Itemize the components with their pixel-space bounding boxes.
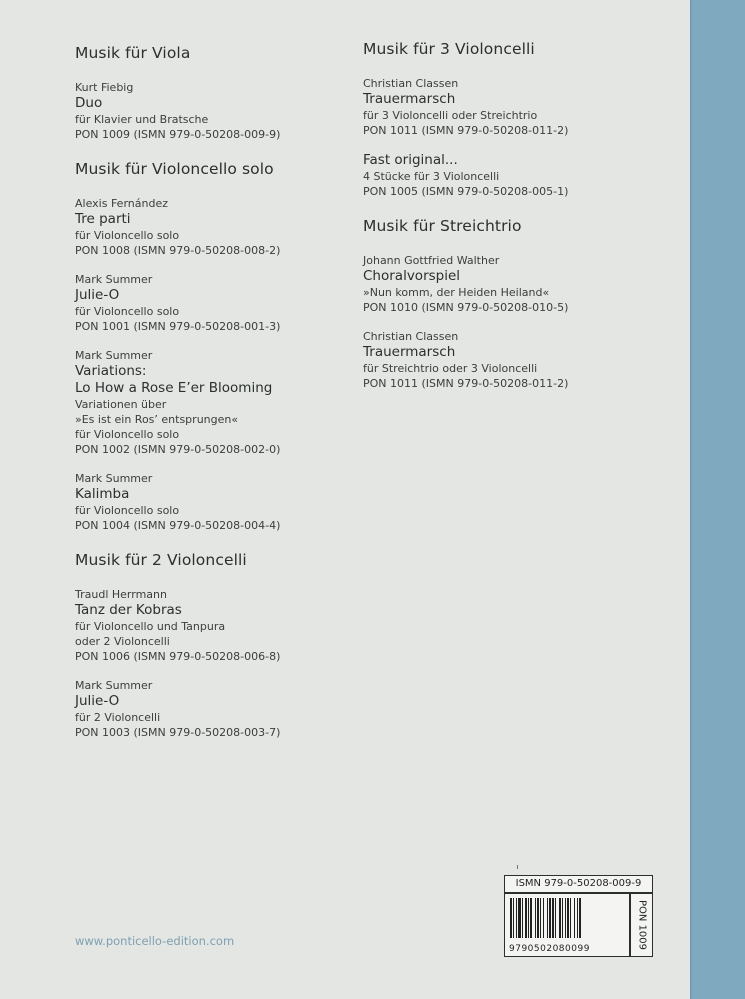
pon-code-box <box>630 893 653 957</box>
work-title: Tanz der Kobras <box>75 602 182 618</box>
catalog-number: PON 1009 (ISMN 979-0-50208-009-9) <box>75 128 281 141</box>
section-heading: Musik für Streichtrio <box>363 217 522 235</box>
work-title: Duo <box>75 95 103 111</box>
work-description: oder 2 Violoncelli <box>75 635 170 648</box>
barcode-digits: 9790502080099 <box>509 944 590 954</box>
catalog-number: PON 1008 (ISMN 979-0-50208-008-2) <box>75 244 281 257</box>
catalog-entry <box>75 348 365 457</box>
catalog-entry <box>363 152 663 199</box>
barcode-bar <box>552 898 554 938</box>
work-title: Kalimba <box>75 486 130 502</box>
barcode-bar <box>522 898 523 938</box>
right-column <box>363 40 663 409</box>
work-title: Tre parti <box>75 211 131 227</box>
barcode-bar <box>510 898 512 938</box>
tick-mark <box>517 865 518 869</box>
section-heading: Musik für 2 Violoncelli <box>75 551 247 569</box>
catalog-entry <box>363 76 663 138</box>
work-title: Julie-O <box>75 287 120 303</box>
work-title: Fast original... <box>363 152 458 168</box>
work-title: Trauermarsch <box>363 91 456 107</box>
catalog-number: PON 1006 (ISMN 979-0-50208-006-8) <box>75 650 281 663</box>
catalog-number: PON 1002 (ISMN 979-0-50208-002-0) <box>75 443 281 456</box>
barcode-block <box>504 875 653 957</box>
barcode-bar <box>547 898 548 938</box>
composer-name: Christian Classen <box>363 77 459 90</box>
catalog-entry <box>363 253 663 315</box>
composer-name: Mark Summer <box>75 679 153 692</box>
work-description: für Violoncello und Tanpura <box>75 620 226 633</box>
composer-name: Christian Classen <box>363 330 459 343</box>
work-description: Variationen über <box>75 398 167 411</box>
barcode-bar <box>513 898 514 938</box>
catalog-entry <box>75 587 365 664</box>
catalog-entry <box>75 196 365 258</box>
barcode-bar <box>555 898 556 938</box>
barcode-bar <box>516 898 517 938</box>
barcode-bar <box>579 898 581 938</box>
barcode-bars <box>508 898 624 938</box>
barcode-bar <box>549 898 551 938</box>
section <box>363 217 663 391</box>
work-description: für Klavier und Bratsche <box>75 113 209 126</box>
work-description: »Nun komm, der Heiden Heiland« <box>363 286 550 299</box>
ismn-label: ISMN 979-0-50208-009-9 <box>504 875 653 893</box>
left-column <box>75 44 365 758</box>
barcode-bar <box>518 898 521 938</box>
composer-name: Alexis Fernández <box>75 197 168 210</box>
section-heading: Musik für 3 Violoncelli <box>363 40 535 58</box>
work-description: für Violoncello solo <box>75 229 180 242</box>
website-url[interactable]: www.ponticello-edition.com <box>75 934 235 948</box>
barcode-bar <box>574 898 575 938</box>
section <box>363 40 663 199</box>
catalog-entry <box>75 80 365 142</box>
catalog-number: PON 1005 (ISMN 979-0-50208-005-1) <box>363 185 569 198</box>
work-description: für 3 Violoncelli oder Streichtrio <box>363 109 538 122</box>
barcode-bar <box>562 898 563 938</box>
catalog-entry <box>363 329 663 391</box>
catalog-number: PON 1010 (ISMN 979-0-50208-010-5) <box>363 301 569 314</box>
section <box>75 551 365 740</box>
pon-code: PON 1009 <box>636 899 647 951</box>
work-title: Julie-O <box>75 693 120 709</box>
barcode-bar <box>577 898 578 938</box>
barcode-bar <box>567 898 569 938</box>
catalog-entry <box>75 471 365 533</box>
barcode-bar <box>525 898 527 938</box>
barcode-bar <box>537 898 539 938</box>
catalog-number: PON 1003 (ISMN 979-0-50208-003-7) <box>75 726 281 739</box>
catalog-entry <box>75 678 365 740</box>
catalog-number: PON 1001 (ISMN 979-0-50208-001-3) <box>75 320 281 333</box>
work-title: Trauermarsch <box>363 344 456 360</box>
work-title: Choralvorspiel <box>363 268 461 284</box>
composer-name: Traudl Herrmann <box>75 588 167 601</box>
work-description: für Violoncello solo <box>75 428 180 441</box>
work-title: Variations: Lo How a Rose E’er Blooming <box>75 363 273 396</box>
work-description: für Violoncello solo <box>75 305 180 318</box>
composer-name: Johann Gottfried Walther <box>363 254 500 267</box>
section-heading: Musik für Viola <box>75 44 191 62</box>
barcode-bar <box>530 898 532 938</box>
work-description: »Es ist ein Ros’ entsprungen« <box>75 413 239 426</box>
work-description: für 2 Violoncelli <box>75 711 161 724</box>
barcode-bar <box>565 898 566 938</box>
barcode-bar <box>570 898 571 938</box>
barcode-bar <box>543 898 544 938</box>
section-heading: Musik für Violoncello solo <box>75 160 274 178</box>
catalog-number: PON 1004 (ISMN 979-0-50208-004-4) <box>75 519 281 532</box>
barcode <box>504 893 630 957</box>
composer-name: Mark Summer <box>75 273 153 286</box>
barcode-bar <box>528 898 529 938</box>
work-description: für Streichtrio oder 3 Violoncelli <box>363 362 538 375</box>
barcode-bar <box>540 898 541 938</box>
barcode-bar <box>535 898 536 938</box>
work-description: 4 Stücke für 3 Violoncelli <box>363 170 500 183</box>
composer-name: Mark Summer <box>75 349 153 362</box>
barcode-bar <box>559 898 561 938</box>
catalog-entry <box>75 272 365 334</box>
section <box>75 44 365 142</box>
catalog-number: PON 1011 (ISMN 979-0-50208-011-2) <box>363 377 569 390</box>
catalog-number: PON 1011 (ISMN 979-0-50208-011-2) <box>363 124 569 137</box>
section <box>75 160 365 533</box>
work-description: für Violoncello solo <box>75 504 180 517</box>
composer-name: Kurt Fiebig <box>75 81 134 94</box>
composer-name: Mark Summer <box>75 472 153 485</box>
